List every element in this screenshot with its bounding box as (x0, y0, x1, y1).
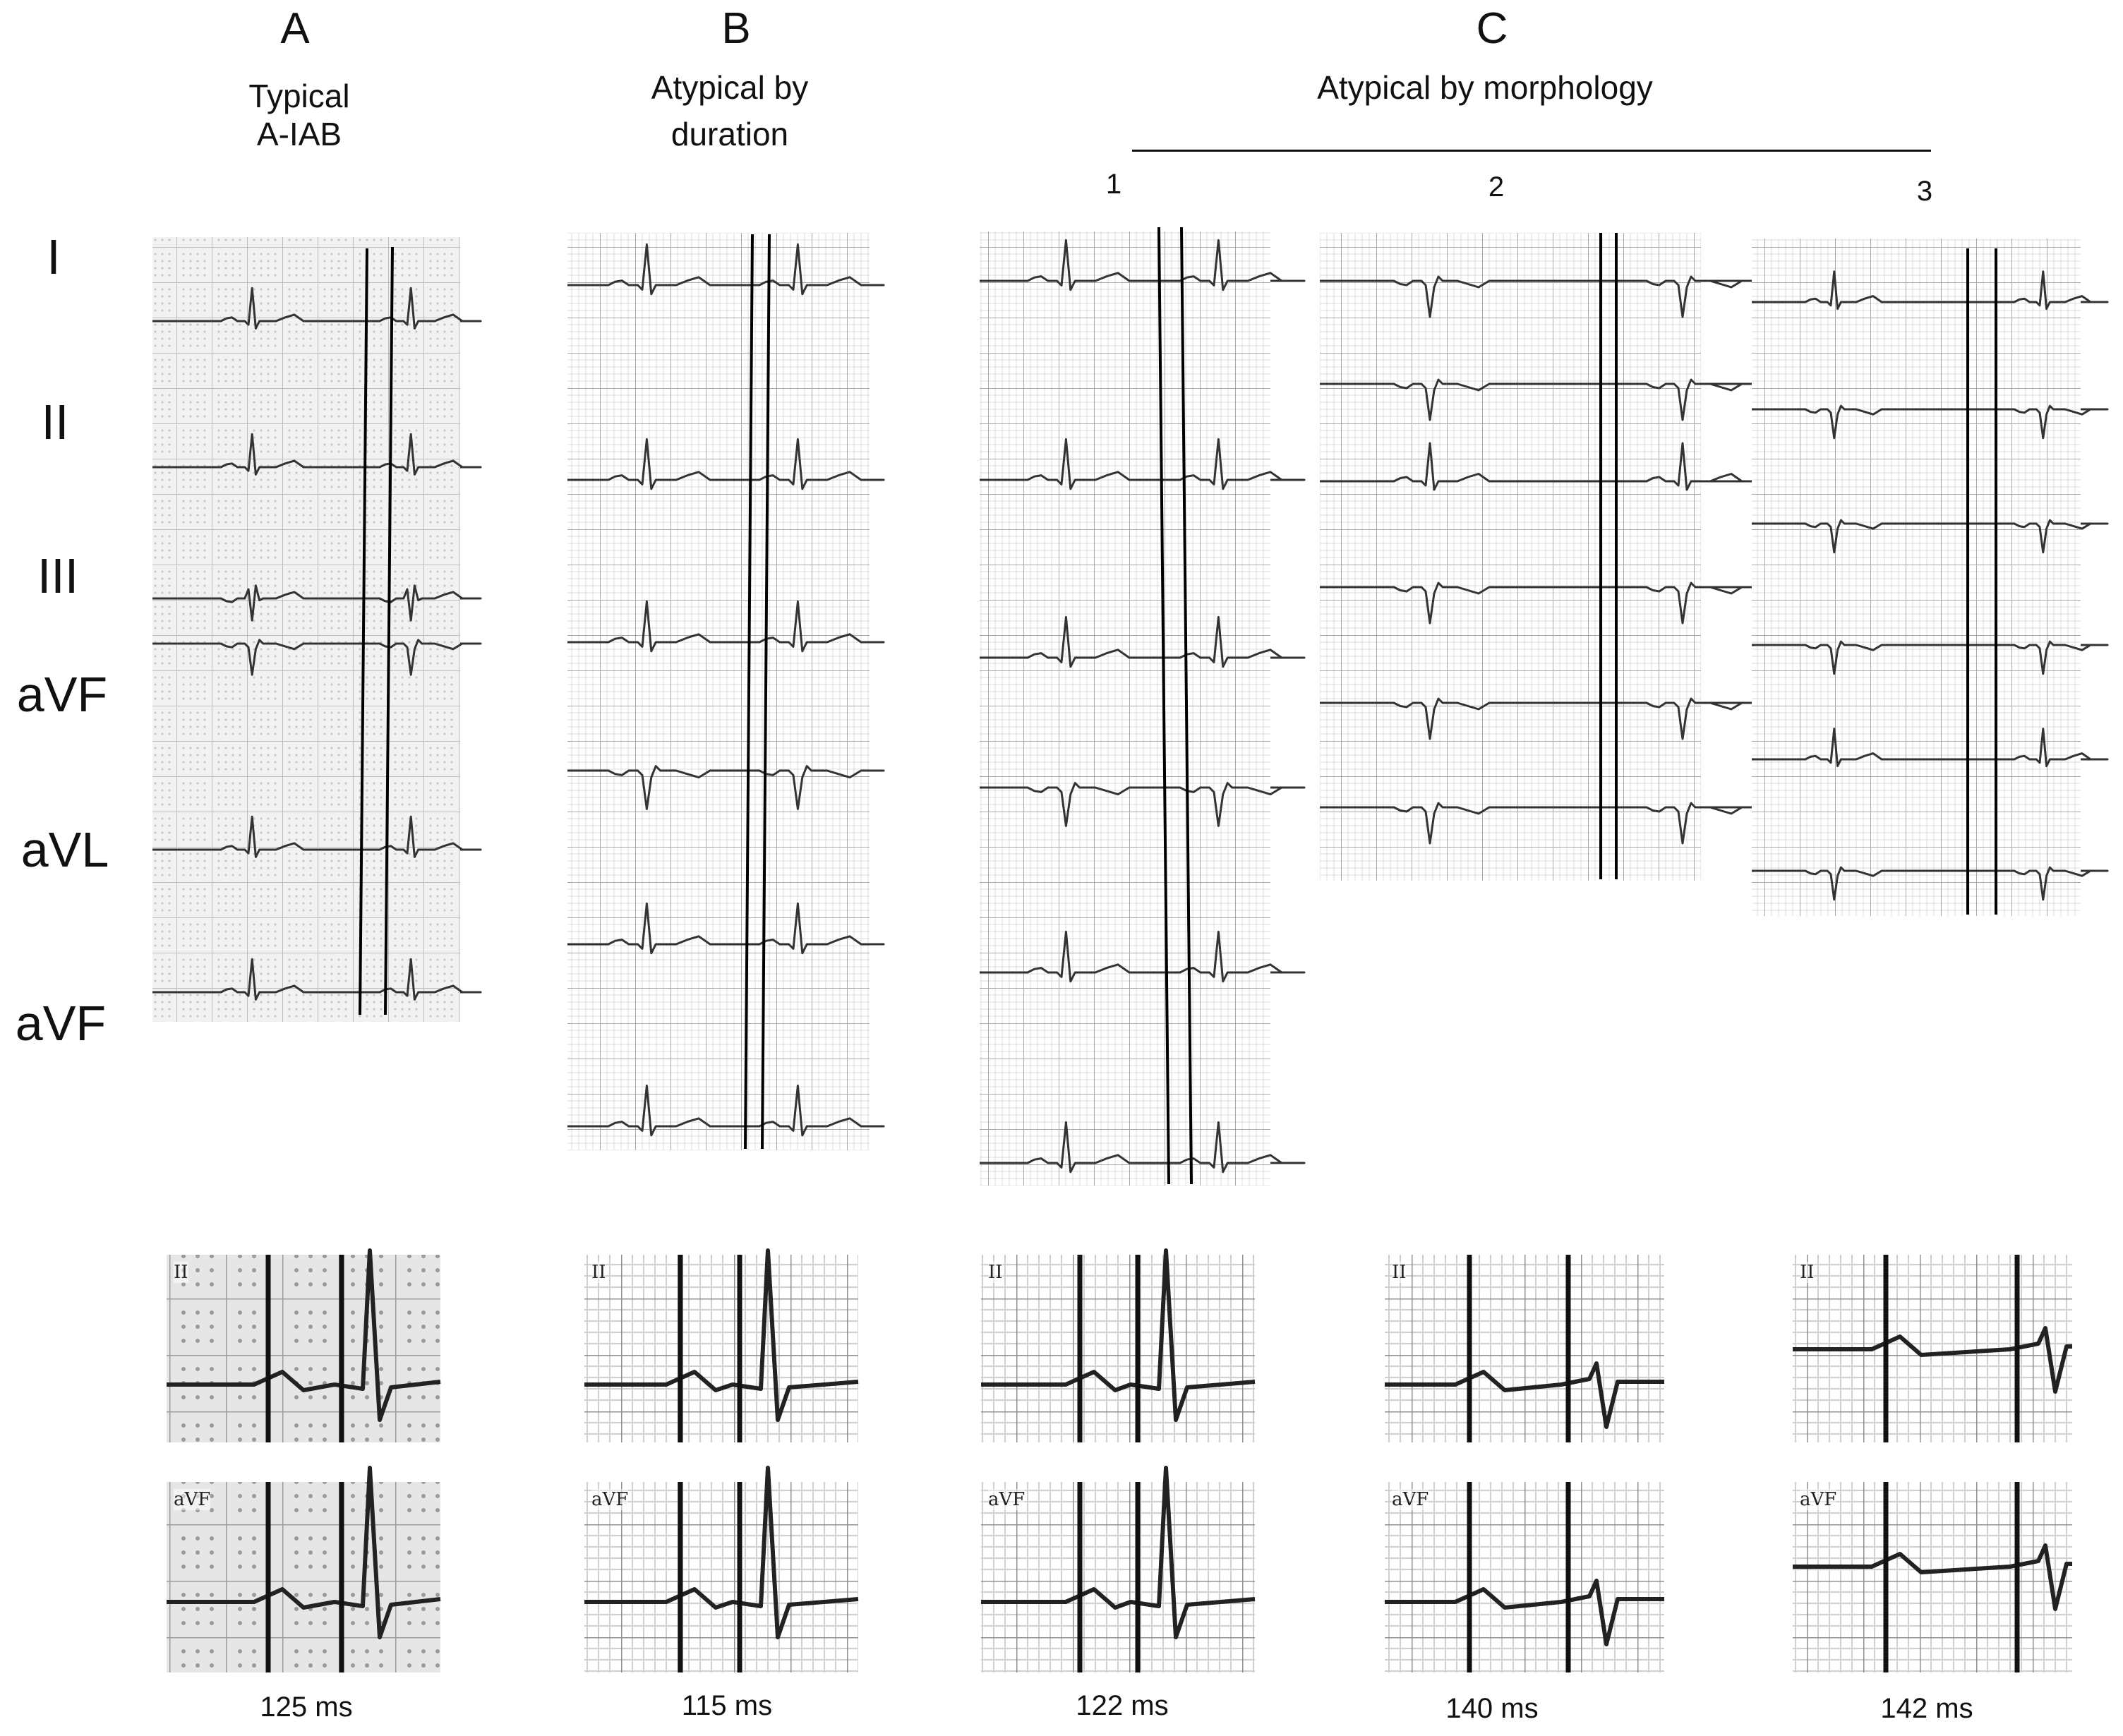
inset-c3-ii-label: II (1800, 1262, 1815, 1283)
strip-c2 (1320, 233, 1763, 881)
duration-c3: 142 ms (1880, 1693, 1973, 1724)
panel-c-title: Atypical by morphology (1317, 69, 1653, 106)
inset-c1-ii-paper (981, 1255, 1255, 1442)
strip-b (567, 233, 884, 1150)
panel-b-title-line1: Atypical by (651, 69, 809, 106)
strip-c3-paper (1752, 239, 2081, 916)
inset-b-ii-paper (584, 1255, 858, 1442)
panel-a-title-line1: Typical (248, 78, 350, 114)
lead-label-avl: aVL (20, 822, 109, 877)
inset-c1-ii (981, 1250, 1255, 1442)
inset-c1-ii-label: II (988, 1262, 1003, 1283)
subpanel-1-label: 1 (1105, 169, 1122, 200)
duration-c1: 122 ms (1076, 1690, 1169, 1721)
lead-label-iii: III (37, 548, 79, 603)
lead-label-avf-2: aVF (15, 996, 107, 1051)
inset-a-avf-label: aVF (174, 1489, 211, 1510)
inset-a-ii-paper (167, 1255, 440, 1442)
inset-c3-avf-label: aVF (1800, 1489, 1837, 1510)
panel-a-letter: A (280, 4, 310, 53)
panel-b-letter: B (721, 4, 751, 53)
lead-label-ii: II (41, 394, 69, 450)
strip-c3 (1752, 239, 2107, 916)
strip-c2-paper (1320, 233, 1701, 881)
inset-c2-ii-label: II (1392, 1262, 1407, 1283)
panel-b-title-line2: duration (670, 116, 789, 152)
inset-c3-ii (1793, 1255, 2072, 1442)
strip-c1 (980, 227, 1304, 1186)
inset-c2-ii-paper (1385, 1255, 1664, 1442)
inset-b-avf-label: aVF (591, 1489, 629, 1510)
inset-b-ii-label: II (591, 1262, 606, 1283)
inset-b-ii (584, 1250, 858, 1442)
strip-a (152, 237, 481, 1022)
duration-c2: 140 ms (1445, 1693, 1539, 1724)
inset-c1-avf-label: aVF (988, 1489, 1026, 1510)
inset-c2-avf-label: aVF (1392, 1489, 1429, 1510)
subpanel-3-label: 3 (1916, 176, 1933, 207)
inset-a-avf-paper (167, 1482, 440, 1672)
strip-c1-paper (980, 231, 1270, 1186)
inset-c3-avf (1793, 1482, 2072, 1672)
duration-a: 125 ms (260, 1692, 353, 1723)
panel-a-title-line2: A-IAB (256, 116, 342, 152)
lead-label-avf-1: aVF (16, 667, 108, 722)
inset-a-ii-label: II (174, 1262, 188, 1283)
inset-c1-avf-paper (981, 1482, 1255, 1672)
lead-label-i: I (47, 229, 61, 284)
duration-b: 115 ms (681, 1690, 773, 1721)
inset-b-avf-paper (584, 1482, 858, 1672)
panel-c-letter: C (1476, 4, 1508, 53)
inset-c2-ii (1385, 1255, 1664, 1442)
strip-a-paper (152, 237, 460, 1022)
subpanel-2-label: 2 (1488, 171, 1505, 203)
inset-c3-avf-paper (1793, 1482, 2072, 1672)
inset-c2-avf (1385, 1482, 1664, 1672)
inset-c2-avf-paper (1385, 1482, 1664, 1672)
inset-a-ii (167, 1250, 440, 1442)
strip-b-paper (567, 233, 870, 1150)
